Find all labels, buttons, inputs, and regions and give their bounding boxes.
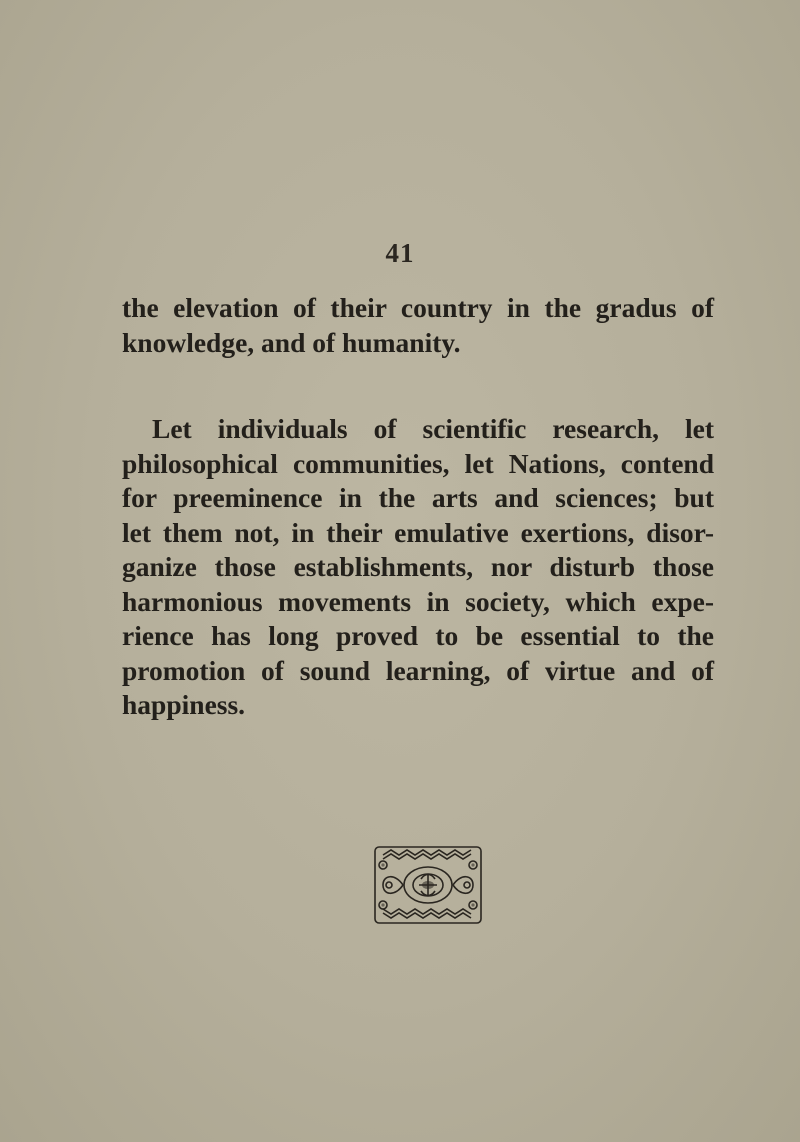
text-line: philosophical communities, let Nations, contend	[122, 447, 714, 479]
text-line: for preeminence in the arts and sciences; but	[122, 482, 714, 513]
paragraph-continuation	[122, 291, 714, 360]
text-line: ganize those establishments, nor disturb those	[122, 551, 714, 582]
text-line: rience has long proved to be essential to the	[122, 620, 714, 651]
page-number: 41	[385, 238, 415, 268]
text-line: the elevation of their country in the gradus of	[122, 292, 714, 323]
text-line: knowledge, and of humanity.	[122, 326, 461, 358]
text-line: promotion of sound learning, of virtue and of	[122, 654, 714, 686]
printers-ornament-icon	[369, 843, 487, 927]
paragraph-main	[122, 412, 714, 723]
text-line: harmonious movements in society, which expe-	[122, 585, 714, 617]
text-line: let them not, in their emulative exertions, disor-	[122, 516, 714, 548]
text-line: Let individuals of scientific research, let	[152, 413, 714, 444]
text-line: happiness.	[122, 689, 246, 720]
